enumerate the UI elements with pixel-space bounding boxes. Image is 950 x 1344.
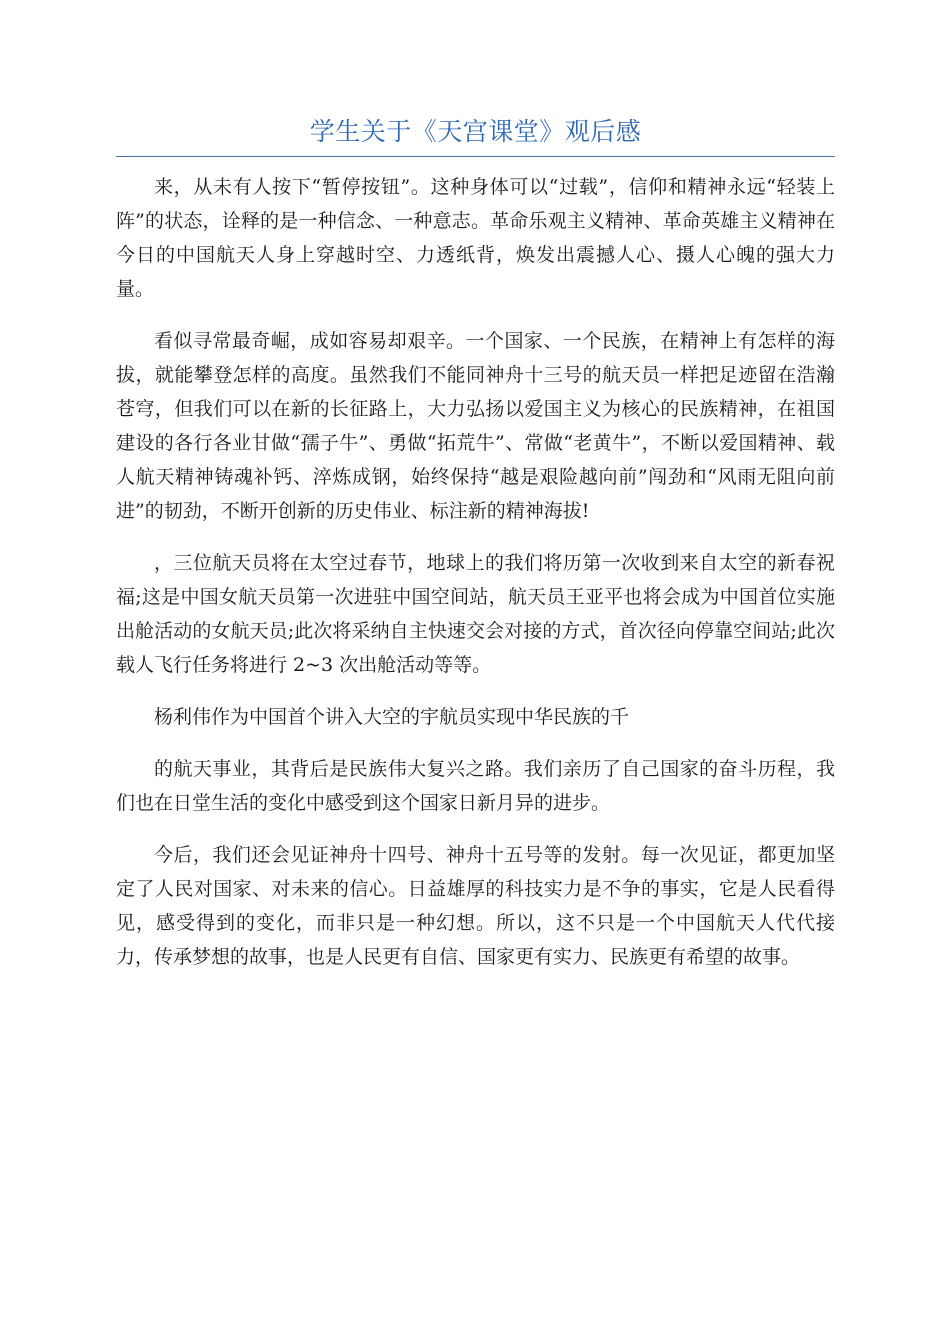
document-body xyxy=(116,170,835,992)
paragraph: 看似寻常最奇崛，成如容易却艰辛。一个国家、一个民族，在精神上有怎样的海拔，就能攀登怎样的高度。虽然我们不能同神舟十三号的航天员一样把足迹留在浩瀚苍穹，但我们可以在新的长征路上，大力弘扬以爱国主义为核心的民族精神，在祖国建设的各行各业甘做“孺子牛”、勇做“拓荒牛”、常做“老黄牛”，不断以爱国精神、载人航天精神铸魂补钙、淬炼成钢，始终保持“越是艰险越向前”闯劲和“风雨无阻向前进”的韧劲，不断开创新的历史伟业、标注新的精神海拔! xyxy=(116,330,835,522)
page-header xyxy=(116,108,835,157)
paragraph: 来，从未有人按下“暂停按钮”。这种身体可以“过载”，信仰和精神永远“轻装上阵”的状态，诠释的是一种信念、一种意志。革命乐观主义精神、革命英雄主义精神在今日的中国航天人身上穿越时空、力透纸背，焕发出震撼人心、摄人心魄的强大力量。 xyxy=(116,176,835,300)
paragraph: 今后，我们还会见证神舟十四号、神舟十五号等的发射。每一次见证，都更加坚定了人民对国家、对未来的信心。日益雄厚的科技实力是不争的事实，它是人民看得见，感受得到的变化，而非只是一种幻想。所以，这不只是一个中国航天人代代接力，传承梦想的故事，也是人民更有自信、国家更有实力、民族更有希望的故事。 xyxy=(116,844,835,968)
paragraph: 的航天事业，其背后是民族伟大复兴之路。我们亲历了自己国家的奋斗历程，我们也在日堂生活的变化中感受到这个国家日新月异的进步。 xyxy=(116,758,835,814)
paragraph: 杨利伟作为中国首个讲入大空的宇航员实现中华民族的千 xyxy=(154,706,630,728)
paragraph: ，三位航天员将在太空过春节，地球上的我们将历第一次收到来自太空的新春祝福;这是中国女航天员第一次进驻中国空间站，航天员王亚平也将会成为中国首位实施出舱活动的女航天员;此次将采纳自主快速交会对接的方式，首次径向停靠空间站;此次载人飞行任务将进行 2~3 次出舱活动等等。 xyxy=(116,552,835,676)
document-title: 学生关于《天宫课堂》观后感 xyxy=(309,117,642,146)
